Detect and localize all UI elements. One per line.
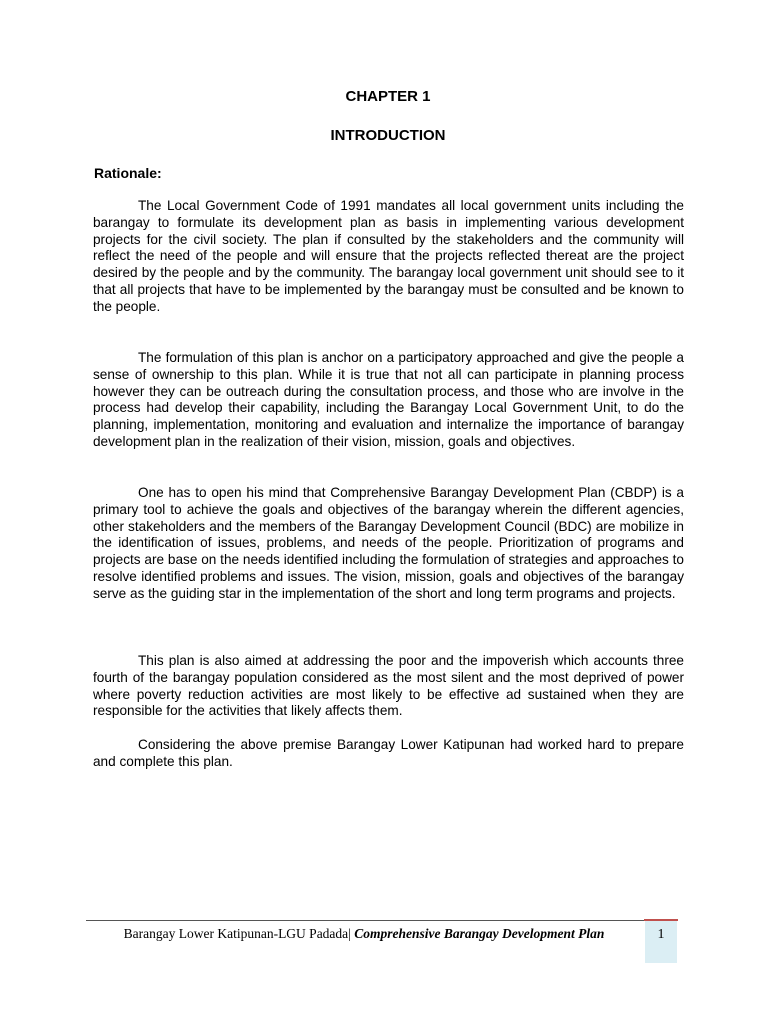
chapter-title: INTRODUCTION [330, 127, 446, 144]
footer-document-title: Comprehensive Barangay Development Plan [354, 926, 605, 941]
page-number: 1 [657, 927, 665, 942]
section-heading: Rationale: [94, 165, 162, 181]
footer-organization: Barangay Lower Katipunan-LGU Padada| [123, 926, 351, 941]
paragraph-text: One has to open his mind that Comprehensive Barangay Development Plan (CBDP) is a primary tool to achieve the goals and objectives of the barangay wherein the different agencies, other stakeholders and the members of the Barangay Development Council (BDC) are mobilize in the identification of issues, problems, and needs of the people. Prioritization of programs and projects are base on the needs identified including the formulation of strategies and approaches to resolve identified problems and issues. The vision, mission, goals and objectives of the barangay serve as the guiding star in the implementation of the short and long term programs and projects. [93, 485, 684, 601]
footer-text [90, 925, 638, 942]
paragraph-1 [93, 198, 684, 316]
paragraph-3 [93, 485, 684, 603]
footer-divider [86, 920, 678, 921]
paragraph-text: The Local Government Code of 1991 mandates all local government units including the barangay to formulate its development plan as basis in implementing various development projects for the civil society. The plan if consulted by the stakeholders and the community will reflect the need of the people and will ensure that the projects reflected thereat are the project desired by the people and by the community. The barangay local government unit should see to it that all projects that have to be implemented by the barangay must be consulted and be known to the people. [93, 198, 684, 314]
paragraph-2 [93, 350, 684, 451]
paragraph-text: Considering the above premise Barangay Lower Katipunan had worked hard to prepare and complete this plan. [93, 737, 684, 769]
paragraph-4 [93, 653, 684, 720]
chapter-heading: CHAPTER 1 [345, 88, 431, 105]
paragraph-text: This plan is also aimed at addressing the poor and the impoverish which accounts three fourth of the barangay population considered as the most silent and the most deprived of power where poverty reduction activities are most likely to be effective ad sustained when they are responsible for the activities that likely affects them. [93, 653, 684, 719]
paragraph-text: The formulation of this plan is anchor on a participatory approached and give the people a sense of ownership to this plan. While it is true that not all can participate in planning process however they can be outreach during the consultation process, and those who are involve in the process had develop their capability, including the Barangay Local Government Unit, to do the planning, implementation, monitoring and evaluation and internalize the importance of barangay development plan in the realization of their vision, mission, goals and objectives. [93, 350, 684, 449]
paragraph-5 [93, 737, 684, 771]
